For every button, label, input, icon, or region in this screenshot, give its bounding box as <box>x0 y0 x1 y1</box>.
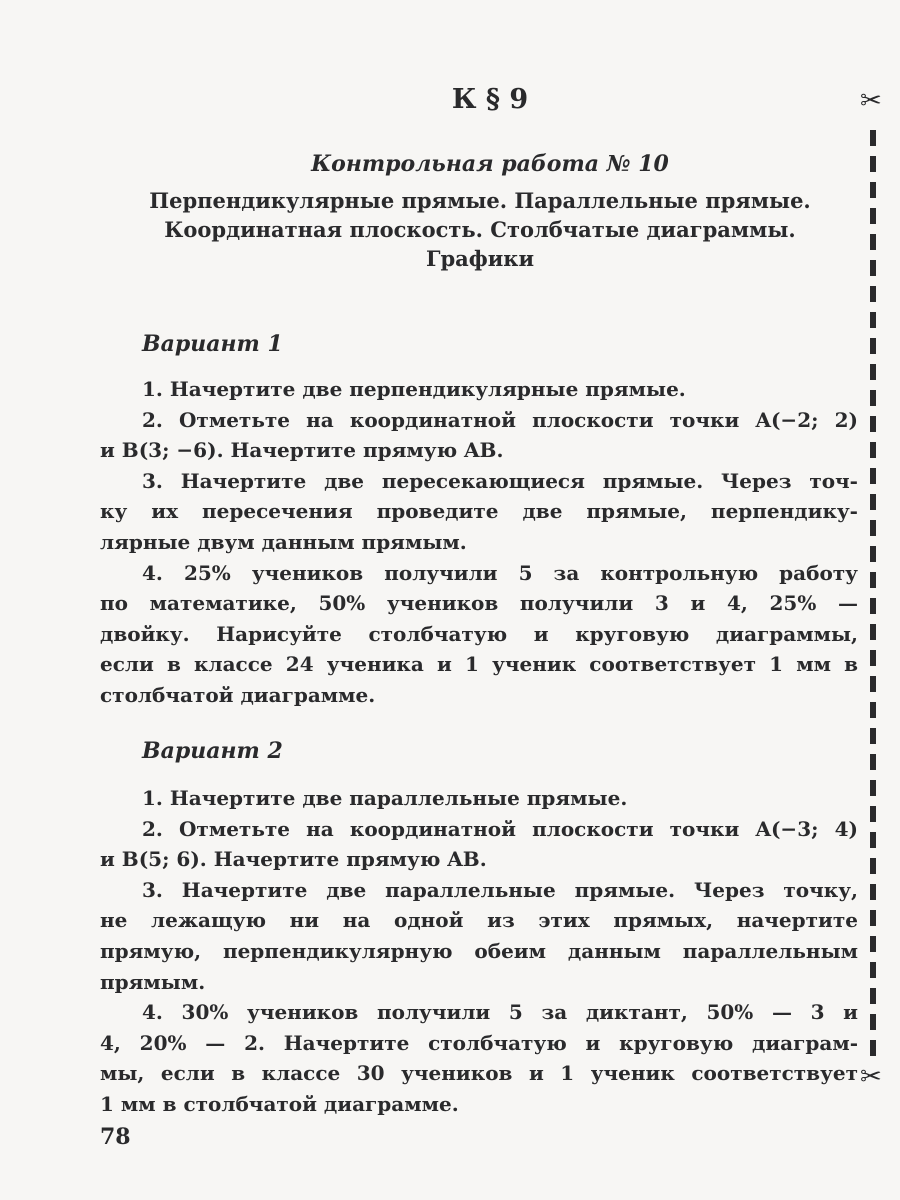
scissors-icon: ✂ <box>860 86 882 116</box>
task-line: 1. Начертите две параллельные прямые. <box>142 786 628 810</box>
task-item <box>100 405 858 466</box>
variant-2-tasks <box>100 783 858 1120</box>
task-line: не лежащую ни на одной из этих прямых, начертите <box>100 908 858 933</box>
section-heading: К § 9 <box>451 84 529 115</box>
task-item <box>100 558 858 711</box>
task-item <box>100 466 858 558</box>
task-line: 3. Начертите две параллельные прямые. Через точку, <box>142 877 858 902</box>
title-line: Координатная плоскость. Столбчатые диаграммы. <box>164 217 796 242</box>
title-line: Перпендикулярные прямые. Параллельные прямые. <box>149 188 811 213</box>
task-line: двойку. Нарисуйте столбчатую и круговую диаграммы, <box>100 621 858 646</box>
task-line: 1 мм в столбчатой диаграмме. <box>100 1091 459 1116</box>
task-line: лярные двум данным прямым. <box>100 529 467 554</box>
scissors-icon: ✂ <box>860 1062 882 1092</box>
task-line: 3. Начертите две пересекающиеся прямые. Через точ- <box>142 468 858 493</box>
task-line: 2. Отметьте на координатной плоскости точки A(−3; 4) <box>142 816 858 841</box>
task-line: если в классе 24 ученика и 1 ученик соответствует 1 мм в <box>100 652 858 677</box>
task-line: и B(5; 6). Начертите прямую AB. <box>100 847 487 872</box>
task-line: по математике, 50% учеников получили 3 и 4, 25% — <box>100 591 858 616</box>
task-line: 4. 25% учеников получили 5 за контрольную работу <box>142 560 858 585</box>
task-item <box>100 875 858 997</box>
task-item <box>100 997 858 1119</box>
test-subtitle: Контрольная работа № 10 <box>311 151 669 177</box>
task-line: 4, 20% — 2. Начертите столбчатую и круговую диаграм- <box>100 1030 858 1055</box>
cut-line <box>870 130 876 1060</box>
variant-2-heading: Вариант 2 <box>142 738 283 764</box>
task-line: 1. Начертите две перпендикулярные прямые. <box>142 377 686 401</box>
variant-1-tasks <box>100 374 858 711</box>
task-line: мы, если в классе 30 учеников и 1 ученик соответствует <box>100 1061 858 1086</box>
task-line: 4. 30% учеников получили 5 за диктант, 50% — 3 и <box>142 1000 858 1025</box>
task-line: прямую, перпендикулярную обеим данным параллельным <box>100 938 858 963</box>
variant-1-heading: Вариант 1 <box>142 331 283 357</box>
task-line: прямым. <box>100 969 206 994</box>
task-line: 2. Отметьте на координатной плоскости точки A(−2; 2) <box>142 407 858 432</box>
task-item <box>100 374 858 405</box>
title-line: Графики <box>425 246 535 271</box>
task-line: и B(3; −6). Начертите прямую AB. <box>100 438 504 463</box>
page-number: 78 <box>100 1124 131 1150</box>
task-item <box>100 814 858 875</box>
task-line: столбчатой диаграмме. <box>100 682 376 707</box>
task-item <box>100 783 858 814</box>
task-line: ку их пересечения проведите две прямые, перпендику- <box>100 499 858 524</box>
